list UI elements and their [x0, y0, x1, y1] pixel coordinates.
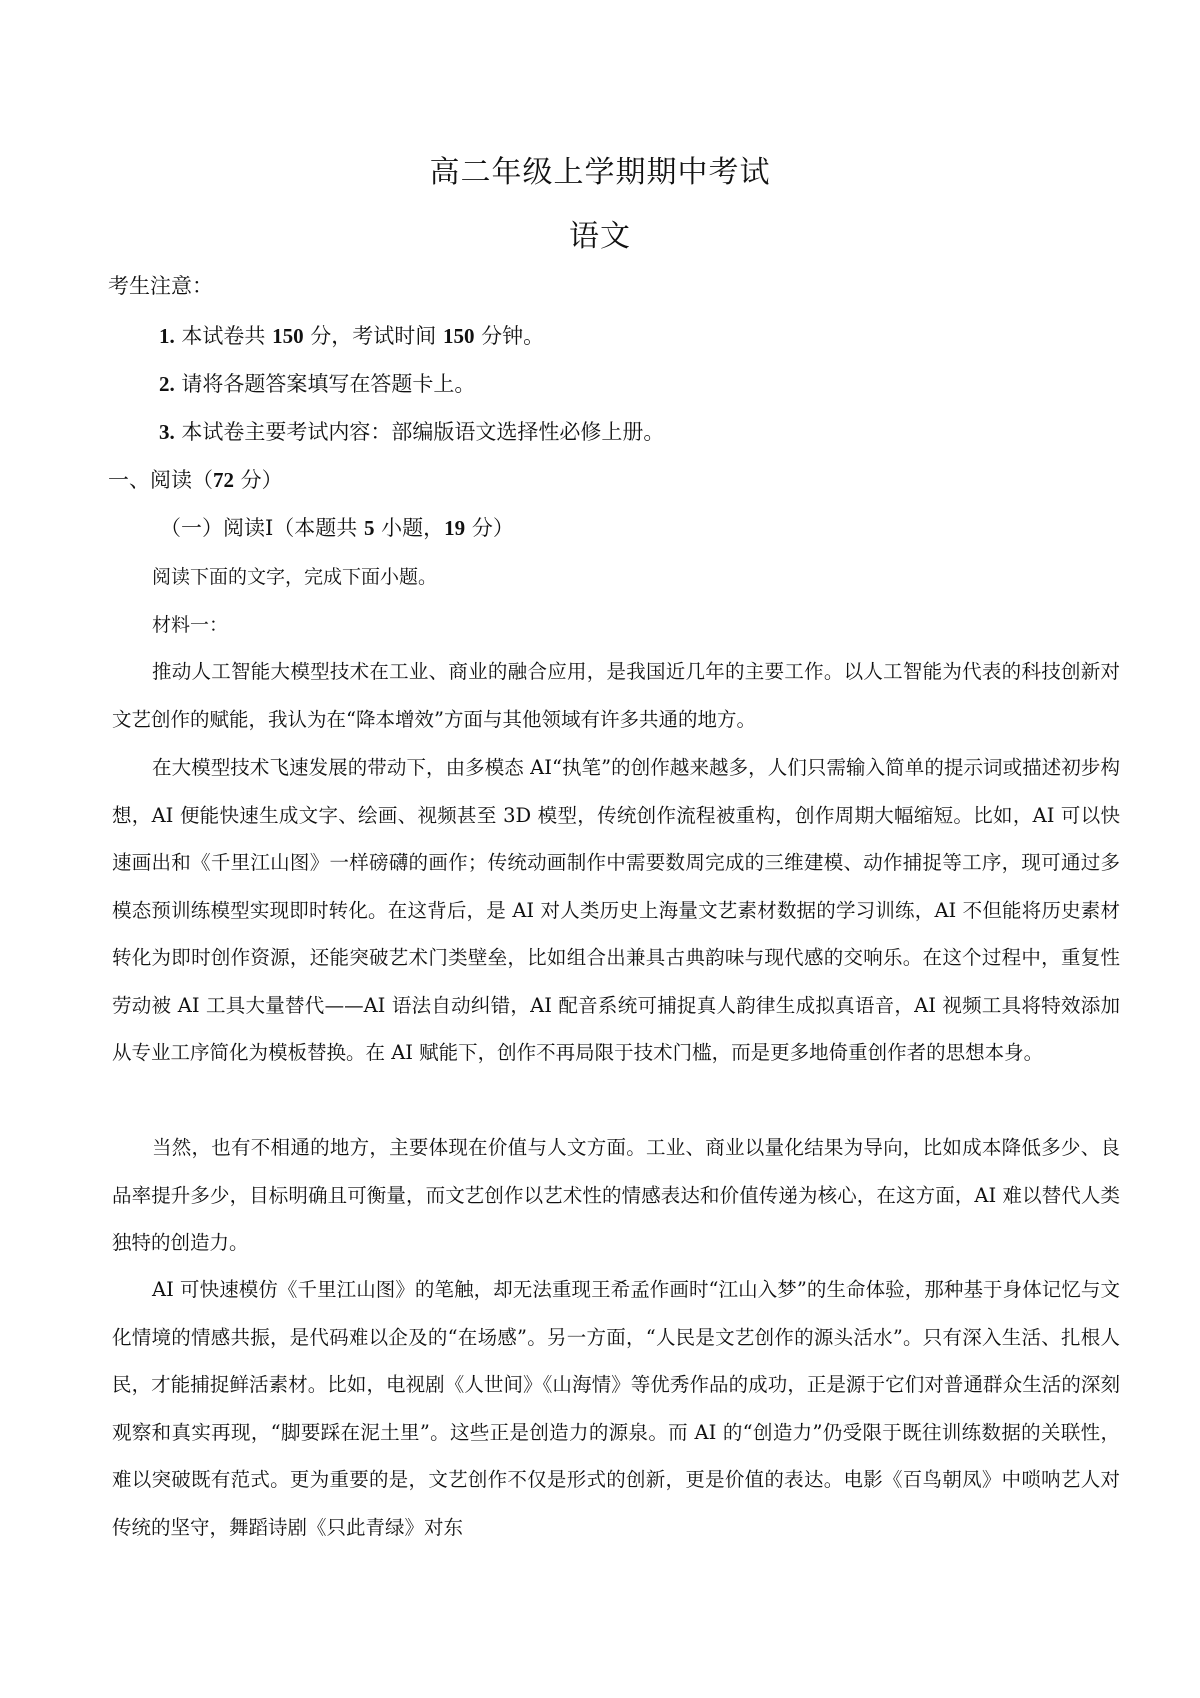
notice-item-2 [159, 368, 475, 398]
subsection-heading-text: 小题， [374, 516, 445, 540]
subsection-heading-text: （一）阅读Ⅰ（本题共 [160, 516, 364, 540]
material-label: 材料一： [152, 614, 229, 636]
notice-item-text: 本试卷主要考试内容：部编版语文选择性必修上册。 [174, 420, 665, 444]
notice-item-text: 请将各题答案填写在答题卡上。 [174, 372, 476, 396]
notice-item-number: 3. [159, 420, 175, 444]
notice-item-number: 2. [159, 372, 175, 396]
notice-item-3 [159, 416, 664, 446]
subject-title: 语文 [569, 219, 631, 254]
exam-duration: 150 [442, 324, 475, 348]
total-score: 150 [272, 324, 304, 348]
paragraph [112, 744, 1120, 1077]
paragraph-text: AI 可快速模仿《千里江山图》的笔触，却无法重现王希孟作画时“江山入梦”的生命体验，那种基于身体记忆与文化情境的情感共振，是代码难以企及的“在场感”。另一方面，“人民是文艺创作的源头活水”。只有深入生活、扎根人民，才能捕捉鲜活素材。比如，电视剧《人世间》《山海情》等优秀作品的成功，正是源于它们对普通群众生活的深刻观察和真实再现，“脚要踩在泥土里”。这些正是创造力的源泉。而 AI 的“创造力”仍受限于既往训练数据的关联性，难以突破既有范式。更为重要的是，文艺创作不仅是形式的创新，更是价值的表达。电影《百鸟朝凤》中唢呐艺人对传统的坚守，舞蹈诗剧《只此青绿》对东 [112, 1278, 1120, 1539]
section-score: 72 [213, 468, 234, 492]
notice-item-text: 分，考试时间 [303, 324, 443, 348]
paragraph [112, 1124, 1120, 1267]
subsection-heading-text: 分） [465, 516, 514, 540]
section-heading [108, 464, 283, 494]
section-heading-text: 分） [234, 468, 283, 492]
reading-instruction: 阅读下面的文字，完成下面小题。 [152, 566, 438, 588]
paragraph-text: 当然，也有不相通的地方，主要体现在价值与人文方面。工业、商业以量化结果为导向，比如成本降低多少、良品率提升多少，目标明确且可衡量，而文艺创作以艺术性的情感表达和价值传递为核心，在这方面，AI 难以替代人类独特的创造力。 [112, 1136, 1120, 1254]
paragraph [112, 648, 1120, 743]
notice-item-text: 本试卷共 [174, 324, 273, 348]
paragraph-text: 推动人工智能大模型技术在工业、商业的融合应用，是我国近几年的主要工作。以人工智能为代表的科技创新对文艺创作的赋能，我认为在“降本增效”方面与其他领域有许多共通的地方。 [112, 660, 1120, 731]
exam-title: 高二年级上学期期中考试 [429, 155, 771, 190]
notice-item-1 [159, 320, 544, 350]
paragraph-text: 在大模型技术飞速发展的带动下，由多模态 AI“执笔”的创作越来越多，人们只需输入简单的提示词或描述初步构想，AI 便能快速生成文字、绘画、视频甚至 3D 模型，传统创作流程被重构，创作周期大幅缩短。比如，AI 可以快速画出和《千里江山图》一样磅礴的画作；传统动画制作中需要数周完成的三维建模、动作捕捉等工序，现可通过多模态预训练模型实现即时转化。在这背后，是 AI 对人类历史上海量文艺素材数据的学习训练，AI 不但能将历史素材转化为即时创作资源，还能突破艺术门类壁垒，比如组合出兼具古典韵味与现代感的交响乐。在这个过程中，重复性劳动被 AI 工具大量替代——AI 语法自动纠错，AI 配音系统可捕捉真人韵律生成拟真语音，AI 视频工具将特效添加从专业工序简化为模板替换。在 AI 赋能下，创作不再局限于技术门槛，而是更多地倚重创作者的思想本身。 [112, 756, 1120, 1064]
subsection-heading [160, 512, 514, 542]
paragraph [112, 1266, 1120, 1551]
notice-item-text: 分钟。 [474, 324, 545, 348]
section-heading-text: 一、阅读（ [108, 468, 213, 492]
subsection-score: 19 [444, 516, 466, 540]
notice-item-number: 1. [159, 324, 175, 348]
question-count: 5 [363, 516, 375, 540]
notice-heading: 考生注意： [108, 274, 213, 298]
